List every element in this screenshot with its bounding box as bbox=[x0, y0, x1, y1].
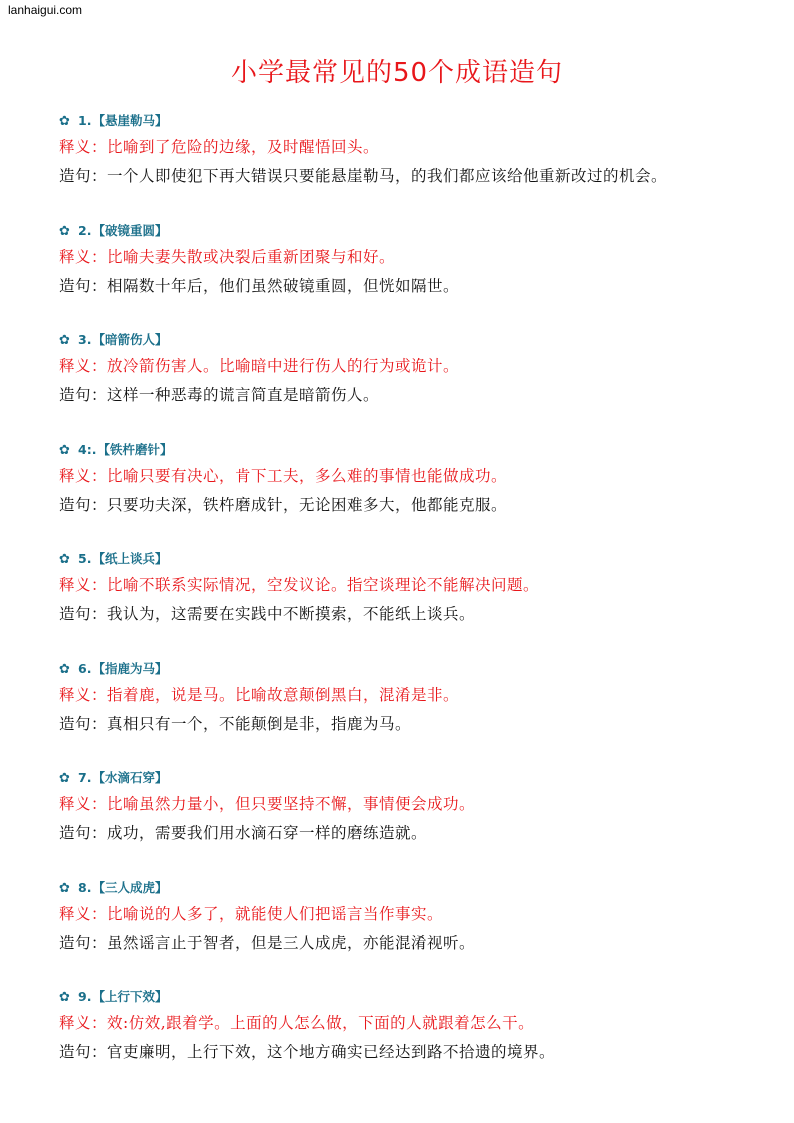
site-url: lanhaigui.com bbox=[8, 3, 83, 17]
entry-heading bbox=[59, 328, 789, 352]
entry-heading bbox=[59, 985, 789, 1009]
entry-meaning: 释义：比喻说的人多了，就能使人们把谣言当作事实。 bbox=[59, 904, 444, 923]
idiom-entry bbox=[59, 328, 789, 438]
entry-idiom: 【水滴石穿】 bbox=[92, 770, 168, 785]
entry-example: 造句：官吏廉明，上行下效，这个地方确实已经达到路不拾遗的境界。 bbox=[59, 1043, 556, 1061]
entry-idiom: 【上行下效】 bbox=[92, 989, 168, 1004]
entry-idiom: 【暗箭伤人】 bbox=[92, 332, 168, 347]
flower-icon: ✿ bbox=[59, 442, 70, 458]
entry-idiom: 【纸上谈兵】 bbox=[92, 551, 168, 566]
flower-icon: ✿ bbox=[59, 771, 70, 786]
flower-icon: ✿ bbox=[59, 661, 70, 677]
entry-heading bbox=[59, 219, 789, 243]
idiom-entry bbox=[59, 547, 789, 657]
idiom-list bbox=[59, 109, 789, 1095]
flower-icon: ✿ bbox=[59, 990, 70, 1005]
flower-icon: ✿ bbox=[59, 333, 70, 348]
entry-meaning: 释义：比喻虽然力量小，但只要坚持不懈，事情便会成功。 bbox=[59, 795, 476, 813]
entry-meaning: 释义：放冷箭伤害人。比喻暗中进行伤人的行为或诡计。 bbox=[59, 357, 460, 375]
entry-example: 造句：成功，需要我们用水滴石穿一样的磨练造就。 bbox=[59, 824, 428, 842]
flower-icon: ✿ bbox=[59, 880, 70, 896]
entry-number: 4:. bbox=[78, 441, 97, 457]
entry-heading bbox=[59, 876, 789, 900]
entry-heading bbox=[59, 657, 789, 681]
entry-heading bbox=[59, 547, 789, 571]
entry-number: 7. bbox=[78, 770, 92, 785]
flower-icon: ✿ bbox=[59, 552, 70, 567]
idiom-entry bbox=[59, 657, 789, 767]
flower-icon: ✿ bbox=[59, 114, 70, 129]
entry-idiom: 【三人成虎】 bbox=[92, 879, 168, 895]
entry-number: 1. bbox=[78, 113, 92, 128]
entry-idiom: 【铁杵磨针】 bbox=[97, 441, 173, 457]
entry-idiom: 【破镜重圆】 bbox=[92, 222, 168, 238]
idiom-entry bbox=[59, 766, 789, 876]
entry-number: 5. bbox=[78, 551, 92, 566]
entry-example: 造句：这样一种恶毒的谎言简直是暗箭伤人。 bbox=[59, 386, 380, 404]
entry-example: 造句：真相只有一个，不能颠倒是非，指鹿为马。 bbox=[59, 714, 412, 733]
entry-meaning: 释义：比喻到了危险的边缘，及时醒悟回头。 bbox=[59, 138, 380, 156]
entry-meaning: 释义：指着鹿，说是马。比喻故意颠倒黑白，混淆是非。 bbox=[59, 685, 460, 704]
entry-heading bbox=[59, 766, 789, 790]
entry-example: 造句：只要功夫深，铁杵磨成针，无论困难多大，他都能克服。 bbox=[59, 495, 508, 514]
idiom-entry bbox=[59, 438, 789, 548]
entry-meaning: 释义：比喻夫妻失散或决裂后重新团聚与和好。 bbox=[59, 247, 396, 266]
entry-number: 2. bbox=[78, 222, 92, 238]
entry-example: 造句：一个人即使犯下再大错误只要能悬崖勒马，的我们都应该给他重新改过的机会。 bbox=[59, 167, 668, 185]
entry-number: 3. bbox=[78, 332, 92, 347]
entry-meaning: 释义：比喻不联系实际情况，空发议论。指空谈理论不能解决问题。 bbox=[59, 576, 540, 594]
entry-idiom: 【指鹿为马】 bbox=[92, 660, 168, 676]
entry-example: 造句：虽然谣言止于智者，但是三人成虎，亦能混淆视听。 bbox=[59, 933, 476, 952]
entry-idiom: 【悬崖勒马】 bbox=[92, 113, 168, 128]
entry-meaning: 释义：比喻只要有决心，肯下工夫，多么难的事情也能做成功。 bbox=[59, 466, 508, 485]
idiom-entry bbox=[59, 109, 789, 219]
entry-example: 造句：我认为，这需要在实践中不断摸索，不能纸上谈兵。 bbox=[59, 605, 476, 623]
entry-example: 造句：相隔数十年后，他们虽然破镜重圆，但恍如隔世。 bbox=[59, 276, 460, 295]
entry-heading bbox=[59, 438, 789, 462]
flower-icon: ✿ bbox=[59, 223, 70, 239]
entry-meaning: 释义：效:仿效,跟着学。上面的人怎么做，下面的人就跟着怎么干。 bbox=[59, 1014, 535, 1032]
entry-number: 6. bbox=[78, 660, 92, 676]
entry-heading bbox=[59, 109, 789, 133]
page-title: 小学最常见的50个成语造句 bbox=[230, 58, 564, 88]
idiom-entry bbox=[59, 985, 789, 1095]
idiom-entry bbox=[59, 219, 789, 329]
entry-number: 9. bbox=[78, 989, 92, 1004]
idiom-entry bbox=[59, 876, 789, 986]
entry-number: 8. bbox=[78, 879, 92, 895]
